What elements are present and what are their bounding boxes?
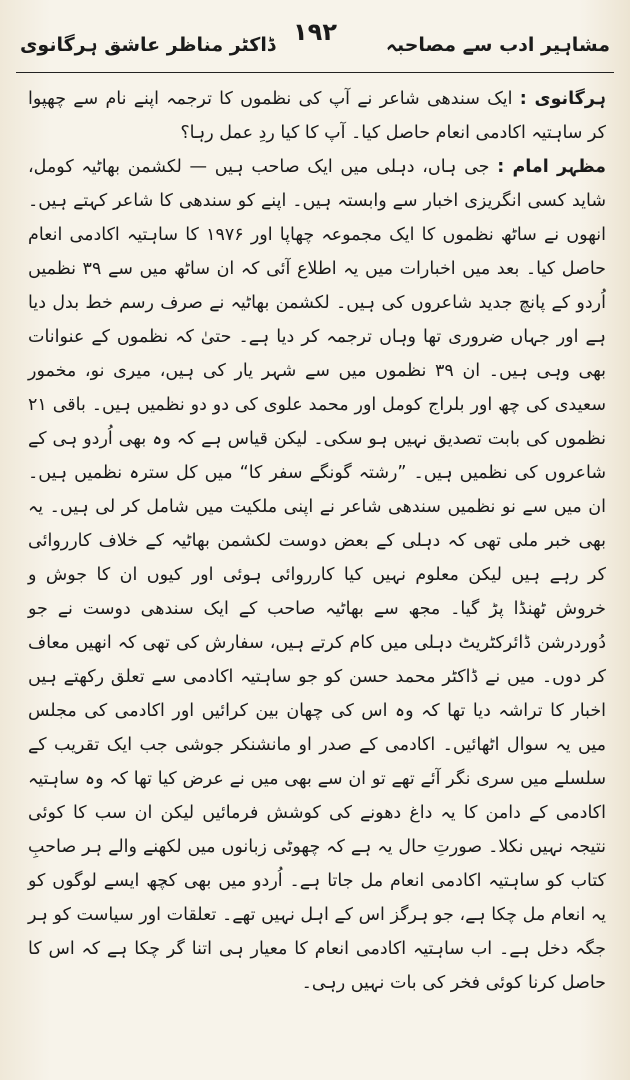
- running-header: [12, 8, 618, 68]
- question-paragraph: [28, 82, 606, 150]
- question-speaker: ہرگانوی :: [519, 89, 606, 109]
- page-body: [28, 82, 606, 1010]
- page-number: ۱۹۲: [293, 18, 337, 46]
- header-author-name: ڈاکٹر مناظر عاشق ہرگانوی: [20, 34, 276, 56]
- header-divider: [16, 72, 614, 73]
- answer-text: جی ہاں، دہلی میں ایک صاحب ہیں — لکشمن بھاٹیہ کومل، شاید کسی انگریزی اخبار سے وابستہ ہیں۔ اپنے کو سندھی کا شاعر کہتے ہیں۔ انھوں نے ساٹھ نظموں کا ایک مجموعہ چھاپا اور ۱۹۷۶ کا ساہتیہ اکادمی انعام حاصل کیا۔ بعد میں اخبارات میں یہ اطلاع آئی کہ ان ساٹھ میں سے ۳۹ نظمیں اُردو کے پانچ جدید شاعروں کی ہیں۔ لکشمن بھاٹیہ نے صرف رسم خط بدل دیا ہے اور جہاں ضروری تھا وہاں ترجمہ کر دیا ہے۔ حتیٰ کہ نظموں کے عنوانات بھی وہی ہیں۔ ان ۳۹ نظموں میں سے شہر یار کی ہیں، میری نو، مخمور سعیدی کی چھ اور بلراج کومل اور محمد علوی کی دو دو نظمیں ہیں۔ باقی ۲۱ نظموں کی بابت تصدیق نہیں ہو سکی۔ لیکن قیاس ہے کہ وہ بھی اُردو ہی کے شاعروں کی نظمیں ہیں۔ ”رشتہ گونگے سفر کا“ میں کل سترہ نظمیں ہیں۔ ان میں سے نو نظمیں سندھی شاعر نے اپنی ملکیت میں شامل کر لی ہیں۔ یہ بھی خبر ملی تھی کہ دہلی کے بعض دوست لکشمن بھاٹیہ کے خلاف کارروائی کر رہے ہیں لیکن معلوم نہیں کیا کارروائی ہوئی اور کیوں ان کا جوش و خروش ٹھنڈا پڑ گیا۔ مجھ سے بھاٹیہ صاحب کے ایک سندھی دوست نے جو دُوردرشن ڈائرکٹریٹ دہلی میں کام کرتے ہیں، سفارش کی تھی کہ انھیں معاف کر دوں۔ میں نے ڈاکٹر محمد حسن کو جو ساہتیہ اکادمی سے تعلق رکھتے ہیں اخبار کا تراشہ دیا تھا کہ وہ اس کی چھان بین کرائیں اور اکادمی کی مجلس میں یہ سوال اٹھائیں۔ اکادمی کے صدر او مانشنکر جوشی جب ایک تقریب کے سلسلے میں سری نگر آئے تھے تو ان سے بھی میں نے عرض کیا تھا کہ وہ ساہتیہ اکادمی کے دامن کا یہ داغ دھونے کی کوشش فرمائیں لیکن ان سب کا کوئی نتیجہ نہیں نکلا۔ صورتِ حال یہ ہے کہ چھوٹی زبانوں میں لکھنے والے ہر صاحبِ کتاب کو ساہتیہ اکادمی انعام مل جاتا ہے۔ اُردو میں بھی کچھ ایسے لوگوں کو یہ انعام مل چکا ہے، جو ہرگز اس کے اہل نہیں تھے۔ تعلقات اور سیاست کو ہر جگہ دخل ہے۔ اب ساہتیہ اکادمی انعام کا معیار ہی اتنا گر چکا ہے کہ اس کا حاصل کرنا کوئی فخر کی بات نہیں رہی۔: [28, 157, 607, 993]
- question-text: ایک سندھی شاعر نے آپ کی نظموں کا ترجمہ اپنے نام سے چھپوا کر ساہتیہ اکادمی انعام حاصل کیا۔ آپ کا کیا ردِ عمل رہا؟: [28, 89, 606, 143]
- answer-speaker: مظہر امام :: [497, 157, 606, 177]
- answer-paragraph: [28, 150, 606, 1000]
- header-book-title: مشاہیر ادب سے مصاحبہ: [385, 34, 610, 56]
